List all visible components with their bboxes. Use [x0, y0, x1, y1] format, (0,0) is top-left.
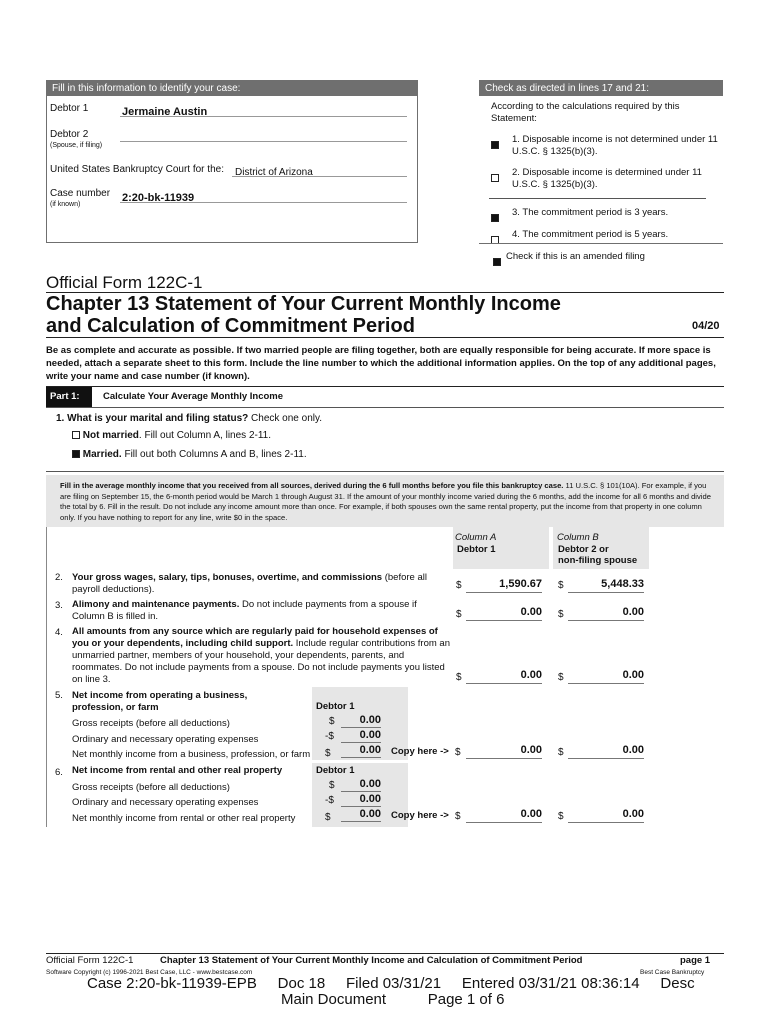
line6-net-dollar: $: [325, 812, 331, 823]
line3-b-field[interactable]: [568, 606, 644, 621]
line4-a-value: 0.00: [520, 669, 542, 681]
line2-b-value: 5,448.33: [601, 578, 644, 590]
amended-checkbox[interactable]: [493, 252, 501, 270]
line6-b-value: 0.00: [622, 808, 644, 820]
line6-gross-field[interactable]: [341, 778, 381, 792]
footer-form: Official Form 122C-1: [46, 955, 134, 966]
check-divider: [489, 198, 706, 199]
checkbox-checked-icon[interactable]: [72, 450, 80, 458]
amended-text: Check if this is an amended filing: [506, 251, 645, 262]
line4-bold: All amounts from any source which are regularly paid for household expenses of you or your dependents, including child support.: [72, 626, 438, 649]
line5-net-field[interactable]: [341, 744, 381, 758]
line6-ord-dollar: -$: [325, 795, 334, 806]
official-form-label: Official Form 122C-1: [46, 273, 203, 292]
line5-ord-value: 0.00: [359, 729, 381, 741]
check-item-3-text: 3. The commitment period is 3 years.: [512, 207, 669, 218]
check-header: Check as directed in lines 17 and 21:: [479, 80, 723, 96]
line5-ord-field[interactable]: [341, 729, 381, 743]
fill-bold: Fill in the average monthly income that you received from all sources, derived during the 6 full months before you file this bankruptcy case.: [60, 481, 564, 490]
fill-rest: 11 U.S.C. § 101(10A). For example, if you are filing on September 15, the 6-month period would be March 1 through August 31. If the amount of your monthly income varied during the 6 months, add the income for all 6 months and divide the total by 6. Fill in the result. Do not include any income amount more than once. For example, if both spouses own the same rental property, put the income from that property in one column only. If you have nothing to report for any line, write $0 in the space.: [60, 481, 711, 522]
colB-title: Column B: [557, 532, 599, 543]
line3-num: 3.: [55, 600, 63, 611]
opt-not-married[interactable]: [72, 430, 271, 441]
opt-not-married-rest: . Fill out Column A, lines 2-11.: [138, 430, 272, 441]
line2-text: [72, 572, 452, 596]
opt-married-bold: Married.: [82, 449, 122, 460]
line2-bold: Your gross wages, salary, tips, bonuses, overtime, and commissions: [72, 572, 383, 583]
footer-copyright: Software Copyright (c) 1996-2021 Best Case, LLC - www.bestcase.com: [46, 969, 253, 976]
line3-b-dollar: $: [558, 609, 564, 620]
checkbox-checked-icon[interactable]: [491, 141, 499, 149]
line6-copy-here: Copy here ->: [391, 810, 449, 821]
debtor2-sub: (Spouse, if filing): [50, 142, 103, 149]
line5-ord-dollar: -$: [325, 731, 334, 742]
left-border: [46, 527, 47, 827]
case-number-field[interactable]: [120, 188, 407, 203]
line6-debtor: Debtor 1: [316, 765, 355, 776]
line5-num: 5.: [55, 690, 63, 701]
line3-text: [72, 599, 452, 623]
debtor1-field[interactable]: [120, 102, 407, 117]
check-item-2-text: 2. Disposable income is determined under 11 U.S.C. § 1325(b)(3).: [512, 167, 702, 190]
line6-a-value: 0.00: [520, 808, 542, 820]
line6-net-field[interactable]: [341, 808, 381, 822]
line5-ord-label: Ordinary and necessary operating expenses: [72, 734, 259, 745]
opt-not-married-bold: Not married: [82, 430, 139, 441]
line4-b-dollar: $: [558, 672, 564, 683]
debtor2-label: Debtor 2: [50, 129, 89, 140]
checkbox-checked-icon[interactable]: [491, 214, 499, 222]
form-title-line2: and Calculation of Commitment Period: [46, 315, 415, 337]
footer-rule: [46, 953, 724, 954]
case-number-sub: (if known): [50, 201, 81, 208]
form-date: 04/20: [692, 320, 720, 332]
line4-a-field[interactable]: [466, 669, 542, 684]
line5-bold2: profession, or farm: [72, 702, 159, 713]
check-item-2[interactable]: [491, 168, 499, 186]
q1-rest: Check one only.: [248, 413, 323, 424]
line5-net-label: Net monthly income from a business, profession, or farm: [72, 749, 311, 760]
line6-gross-dollar: $: [329, 780, 335, 791]
court-field[interactable]: [232, 162, 407, 177]
line5-b-dollar: $: [558, 747, 564, 758]
line5-gross-dollar: $: [329, 716, 335, 727]
q1-rule: [46, 407, 724, 408]
colB-sub2: non-filing spouse: [558, 555, 638, 566]
instructions: Be as complete and accurate as possible. If two married people are filing together, both are equally responsible for being accurate. If more space is needed, attach a separate sheet to this form. Include the line number to which the additional information applies. On the top of any additional pages, write your name and case number (if known).: [46, 345, 716, 382]
court-value: District of Arizona: [235, 167, 313, 178]
footer-page: page 1: [680, 955, 711, 966]
line3-rest: Do not include payments from a spouse if Column B is filled in.: [72, 599, 417, 622]
part1-rule: [46, 386, 724, 387]
line5-net-value: 0.00: [359, 744, 381, 756]
footer-title: Chapter 13 Statement of Your Current Monthly Income and Calculation of Commitment Period: [160, 955, 583, 966]
line6-net-label: Net monthly income from rental or other real property: [72, 813, 296, 824]
line4-a-dollar: $: [456, 672, 462, 683]
line5-debtor: Debtor 1: [316, 701, 355, 712]
title-bottom-rule: [46, 337, 724, 338]
q1-bold: 1. What is your marital and filing status?: [56, 413, 249, 424]
check-item-3[interactable]: [491, 208, 499, 226]
line2-a-dollar: $: [456, 580, 462, 591]
line6-b-field[interactable]: [568, 808, 644, 823]
line6-bold: Net income from rental and other real property: [72, 765, 283, 776]
checkbox-unchecked-icon[interactable]: [491, 174, 499, 182]
court-stamp-line1: Case 2:20-bk-11939-EPB Doc 18 Filed 03/31/21 Entered 03/31/21 08:36:14 Desc: [87, 975, 695, 992]
line4-b-field[interactable]: [568, 669, 644, 684]
check-item-4[interactable]: [491, 230, 499, 248]
footer-brand: Best Case Bankruptcy: [640, 969, 705, 976]
line6-net-value: 0.00: [359, 808, 381, 820]
line6-a-dollar: $: [455, 811, 461, 822]
line6-b-dollar: $: [558, 811, 564, 822]
line3-a-dollar: $: [456, 609, 462, 620]
line3-a-field[interactable]: [466, 606, 542, 621]
check-intro: According to the calculations required by this Statement:: [491, 101, 680, 124]
colA-title: Column A: [455, 532, 497, 543]
check-item-1-text: 1. Disposable income is not determined under 11 U.S.C. § 1325(b)(3).: [512, 134, 718, 157]
form-title-line1: Chapter 13 Statement of Your Current Monthly Income: [46, 293, 561, 315]
opt-married[interactable]: [72, 449, 307, 460]
line6-gross-label: Gross receipts (before all deductions): [72, 782, 230, 793]
line5-bold1: Net income from operating a business,: [72, 690, 248, 701]
colB-sub1: Debtor 2 or: [558, 544, 609, 555]
court-stamp-line2: Main Document Page 1 of 6: [281, 991, 505, 1008]
part1-label: Part 1:: [46, 387, 92, 407]
line5-gross-field[interactable]: [341, 714, 381, 728]
fill-rule: [46, 471, 724, 472]
line5-gross-value: 0.00: [359, 714, 381, 726]
line5-net-dollar: $: [325, 748, 331, 759]
debtor1-label: Debtor 1: [50, 103, 89, 114]
line3-bold: Alimony and maintenance payments.: [72, 599, 240, 610]
line2-b-field[interactable]: [568, 578, 644, 593]
line6-a-field[interactable]: [466, 808, 542, 823]
court-label: United States Bankruptcy Court for the:: [50, 164, 224, 175]
case-number-label: Case number: [50, 188, 111, 199]
line2-a-value: 1,590.67: [499, 578, 542, 590]
line2-rest: (before all payroll deductions).: [72, 572, 427, 595]
line4-b-value: 0.00: [622, 669, 644, 681]
colA-sub: Debtor 1: [457, 544, 496, 555]
opt-married-rest: Fill out both Columns A and B, lines 2-11.: [121, 449, 307, 460]
case-info-header: Fill in this information to identify your case:: [46, 80, 418, 96]
debtor2-field[interactable]: [120, 127, 407, 142]
check-item-4-text: 4. The commitment period is 5 years.: [512, 229, 669, 240]
line5-b-field[interactable]: [568, 744, 644, 759]
case-number-value: 2:20-bk-11939: [122, 192, 195, 204]
debtor1-value: Jermaine Austin: [122, 106, 208, 118]
part1-title: Calculate Your Average Monthly Income: [103, 391, 284, 402]
line5-gross-label: Gross receipts (before all deductions): [72, 718, 230, 729]
line6-ord-value: 0.00: [359, 793, 381, 805]
line5-b-value: 0.00: [622, 744, 644, 756]
line2-b-dollar: $: [558, 580, 564, 591]
checkbox-unchecked-icon[interactable]: [72, 431, 80, 439]
line6-num: 6.: [55, 767, 63, 778]
line4-rest: Include regular contributions from an unmarried partner, members of your household, your dependents, parents, and roommates. Do not include payments from a spouse. Do not include payments you listed on line 3.: [72, 638, 450, 685]
line6-gross-value: 0.00: [359, 778, 381, 790]
check-item-1[interactable]: [491, 135, 499, 153]
line3-a-value: 0.00: [520, 606, 542, 618]
line6-ord-field[interactable]: [341, 793, 381, 807]
line5-a-value: 0.00: [520, 744, 542, 756]
check-bottom-rule: [479, 243, 723, 244]
line4-text: [72, 626, 450, 686]
line2-num: 2.: [55, 572, 63, 583]
fill-instruction: [60, 481, 715, 523]
line5-a-dollar: $: [455, 747, 461, 758]
line5-a-field[interactable]: [466, 744, 542, 759]
checkbox-checked-icon[interactable]: [493, 258, 501, 266]
line6-ord-label: Ordinary and necessary operating expenses: [72, 797, 259, 808]
q1-text: [56, 413, 322, 424]
line2-a-field[interactable]: [466, 578, 542, 593]
line3-b-value: 0.00: [622, 606, 644, 618]
line5-copy-here: Copy here ->: [391, 746, 449, 757]
line4-num: 4.: [55, 627, 63, 638]
